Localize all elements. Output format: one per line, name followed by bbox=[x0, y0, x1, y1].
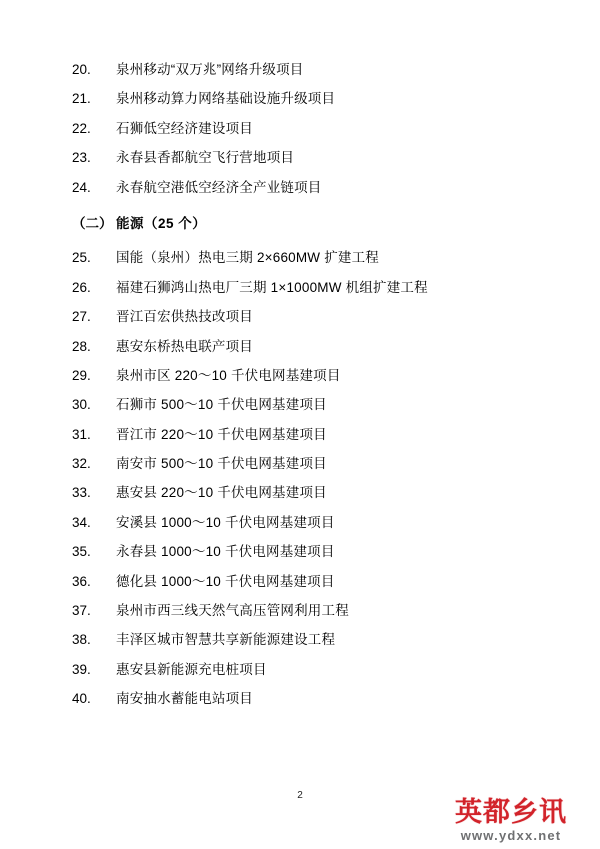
list-item bbox=[72, 339, 528, 356]
item-number: 37. bbox=[72, 602, 91, 618]
list-item bbox=[72, 150, 528, 167]
list-before-section bbox=[72, 62, 528, 196]
item-number: 36. bbox=[72, 573, 91, 589]
section-title: 能源（25 个） bbox=[116, 216, 207, 232]
item-number: 39. bbox=[72, 661, 91, 677]
item-number: 38. bbox=[72, 632, 91, 648]
item-text: 福建石狮鸿山热电厂三期 1×1000MW 机组扩建工程 bbox=[116, 279, 428, 295]
list-item bbox=[72, 427, 528, 444]
item-number: 35. bbox=[72, 544, 91, 560]
item-text: 南安市 500～10 千伏电网基建项目 bbox=[116, 456, 327, 471]
list-item bbox=[72, 691, 528, 708]
item-number: 33. bbox=[72, 485, 91, 501]
list-item bbox=[72, 250, 528, 267]
item-text: 国能（泉州）热电三期 2×660MW 扩建工程 bbox=[116, 250, 380, 266]
item-number: 29. bbox=[72, 367, 91, 383]
item-number: 24. bbox=[72, 179, 91, 195]
item-number: 30. bbox=[72, 397, 91, 413]
item-number: 32. bbox=[72, 456, 91, 471]
item-text: 永春县香都航空飞行营地项目 bbox=[116, 150, 295, 166]
list-item bbox=[72, 485, 528, 502]
list-item bbox=[72, 368, 528, 385]
item-text: 石狮市 500～10 千伏电网基建项目 bbox=[116, 397, 327, 413]
list-item bbox=[72, 632, 528, 649]
list-item bbox=[72, 62, 528, 79]
item-text: 泉州市区 220～10 千伏电网基建项目 bbox=[116, 367, 341, 383]
item-number: 26. bbox=[72, 279, 91, 295]
item-text: 南安抽水蓄能电站项目 bbox=[116, 691, 253, 706]
item-number: 34. bbox=[72, 514, 91, 530]
section-number: （二） bbox=[72, 216, 113, 232]
item-number: 25. bbox=[72, 250, 91, 266]
list-item bbox=[72, 603, 528, 620]
list-item bbox=[72, 91, 528, 108]
list-after-section bbox=[72, 250, 528, 708]
list-item bbox=[72, 121, 528, 138]
watermark bbox=[436, 796, 586, 843]
list-item bbox=[72, 397, 528, 414]
item-number: 21. bbox=[72, 91, 91, 107]
section-heading bbox=[72, 212, 528, 232]
item-number: 23. bbox=[72, 150, 91, 166]
list-item bbox=[72, 280, 528, 297]
list-item bbox=[72, 456, 528, 473]
item-text: 泉州市西三线天然气高压管网利用工程 bbox=[116, 602, 349, 618]
item-number: 40. bbox=[72, 691, 91, 706]
list-item bbox=[72, 180, 528, 197]
item-text: 德化县 1000～10 千伏电网基建项目 bbox=[116, 573, 335, 589]
list-item bbox=[72, 544, 528, 561]
item-text: 惠安县新能源充电桩项目 bbox=[116, 661, 267, 677]
item-text: 晋江市 220～10 千伏电网基建项目 bbox=[116, 426, 327, 442]
item-text: 晋江百宏供热技改项目 bbox=[116, 309, 253, 325]
item-text: 丰泽区城市智慧共享新能源建设工程 bbox=[116, 632, 336, 648]
item-text: 永春县 1000～10 千伏电网基建项目 bbox=[116, 544, 335, 560]
list-item bbox=[72, 574, 528, 591]
list-item bbox=[72, 309, 528, 326]
item-text: 泉州移动算力网络基础设施升级项目 bbox=[116, 91, 336, 107]
item-number: 22. bbox=[72, 120, 91, 136]
item-text: 泉州移动“双万兆”网络升级项目 bbox=[116, 62, 304, 77]
watermark-main-text: 英都乡讯 bbox=[455, 796, 567, 828]
item-text: 惠安东桥热电联产项目 bbox=[116, 338, 253, 354]
item-text: 惠安县 220～10 千伏电网基建项目 bbox=[116, 485, 327, 501]
page-number: 2 bbox=[297, 790, 303, 801]
item-text: 永春航空港低空经济全产业链项目 bbox=[116, 179, 322, 195]
list-item bbox=[72, 662, 528, 679]
watermark-url-text: www.ydxx.net bbox=[460, 828, 562, 843]
item-text: 石狮低空经济建设项目 bbox=[116, 120, 253, 136]
item-number: 31. bbox=[72, 426, 91, 442]
item-number: 27. bbox=[72, 309, 91, 325]
item-number: 20. bbox=[72, 62, 91, 77]
list-item bbox=[72, 515, 528, 532]
item-number: 28. bbox=[72, 338, 91, 354]
item-text: 安溪县 1000～10 千伏电网基建项目 bbox=[116, 514, 335, 530]
